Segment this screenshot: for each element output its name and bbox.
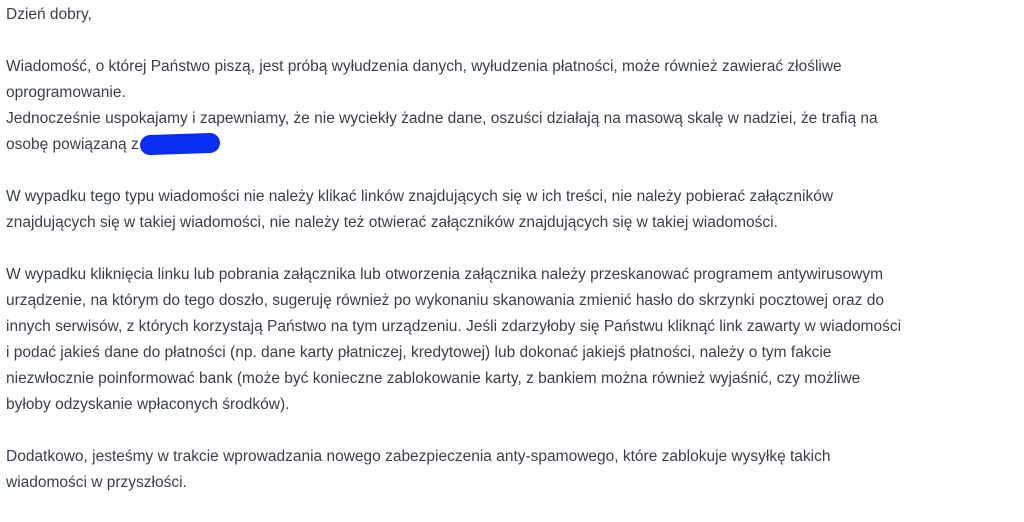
paragraph-line: wiadomości w przyszłości.: [6, 474, 187, 491]
paragraph-do-not-click: [6, 184, 1024, 236]
paragraph-line: znajdujących się w takiej wiadomości, nie należy też otwierać załączników znajdujących się w takiej wiadomości.: [6, 214, 778, 231]
paragraph-line: byłoby odzyskanie wpłaconych środków).: [6, 396, 290, 413]
paragraph-line: oprogramowanie.: [6, 84, 126, 101]
paragraph-if-clicked: [6, 262, 1024, 418]
paragraph-anti-spam: [6, 444, 1024, 496]
email-body: [6, 2, 1024, 522]
paragraph-line: Dodatkowo, jesteśmy w trakcie wprowadzania nowego zabezpieczenia anty-spamowego, które zablokuje wysyłkę takich: [6, 448, 831, 465]
paragraph-line: osobę powiązaną z: [6, 136, 139, 153]
paragraph-line: urządzenie, na którym do tego doszło, sugeruję również po wykonaniu skanowania zmienić hasło do skrzynki pocztowej oraz do: [6, 292, 884, 309]
redaction-mark: [139, 133, 220, 156]
greeting-text: Dzień dobry,: [6, 6, 92, 23]
paragraph-line: Wiadomość, o której Państwo piszą, jest próbą wyłudzenia danych, wyłudzenia płatności, może również zawierać złośliwe: [6, 58, 842, 75]
paragraph-line: W wypadku kliknięcia linku lub pobrania załącznika lub otworzenia załącznika należy przeskanować programem antywirusowym: [6, 266, 884, 283]
paragraph-line: W wypadku tego typu wiadomości nie należy klikać linków znajdujących się w ich treści, nie należy pobierać załączników: [6, 188, 834, 205]
paragraph-line: i podać jakieś dane do płatności (np. dane karty płatniczej, kredytowej) lub dokonać jakiejś płatności, należy o tym fakcie: [6, 344, 832, 361]
paragraph-phishing-notice: [6, 54, 1024, 158]
paragraph-line: innych serwisów, z których korzystają Państwo na tym urządzeniu. Jeśli zdarzyłoby się Państwu kliknąć link zawarty w wiadomości: [6, 318, 902, 335]
paragraph-line: niezwłocznie poinformować bank (może być konieczne zablokowanie karty, z bankiem można również wyjaśnić, czy możliwe: [6, 370, 861, 387]
paragraph-line-with-redaction: [6, 132, 1024, 158]
paragraph-line: Jednocześnie uspokajamy i zapewniamy, że nie wyciekły żadne dane, oszuści działają na masową skalę w nadziei, że trafią na: [6, 110, 878, 127]
greeting: [6, 2, 1024, 28]
